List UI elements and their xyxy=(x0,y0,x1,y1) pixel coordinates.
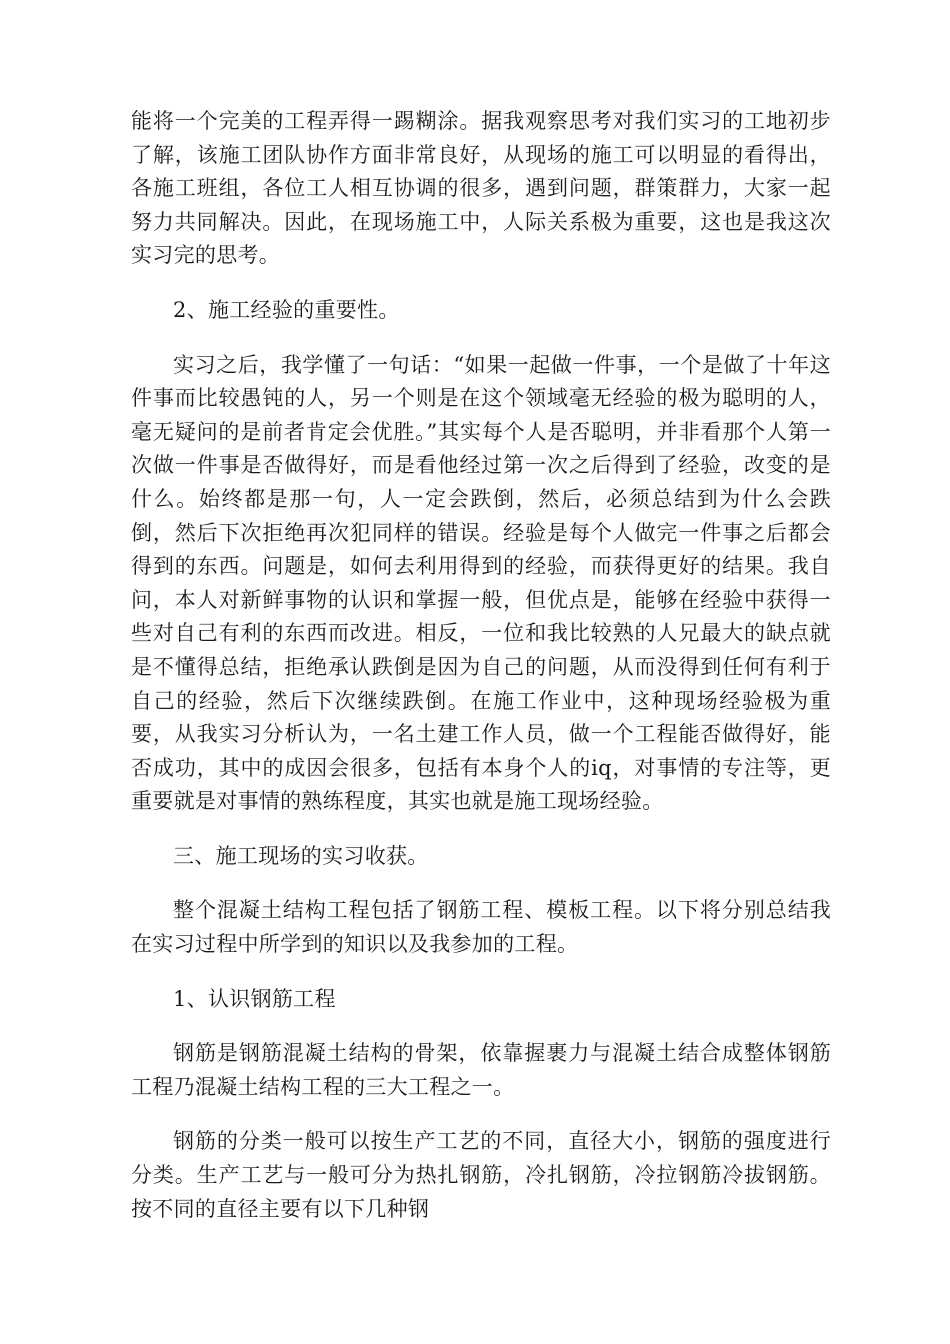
section-heading-harvest: 三、施工现场的实习收获。 xyxy=(173,843,429,868)
section-heading-rebar: 1、认识钢筋工程 xyxy=(173,986,336,1011)
section-heading-experience: 2、施工经验的重要性。 xyxy=(173,297,400,322)
paragraph-teamwork-continued: 能将一个完美的工程弄得一踢糊涂。据我观察思考对我们实习的工地初步了解，该施工团队协作方面非常良好，从现场的施工可以明显的看得出，各施工班组，各位工人相互协调的很多，遇到问题，群策群力，大家一起努力共同解决。因此，在现场施工中，人际关系极为重要，这也是我这次实习完的思考。 xyxy=(131,109,831,268)
document-body xyxy=(131,105,831,1247)
paragraph-concrete-overview: 整个混凝土结构工程包括了钢筋工程、模板工程。以下将分别总结我在实习过程中所学到的知识以及我参加的工程。 xyxy=(131,898,831,957)
paragraph-rebar-definition: 钢筋是钢筋混凝土结构的骨架，依靠握裹力与混凝土结合成整体钢筋工程乃混凝土结构工程的三大工程之一。 xyxy=(131,1041,831,1099)
paragraph-experience: 实习之后，我学懂了一句话：“如果一起做一件事，一个是做了十年这件事而比较愚钝的人，另一个则是在这个领域毫无经验的极为聪明的人，毫无疑问的是前者肯定会优胜。”其实每个人是否聪明，并非看那个人第一次做一件事是否做得好，而是看他经过第一次之后得到了经验，改变的是什么。始终都是那一句，人一定会跌倒，然后，必须总结到为什么会跌倒，然后下次拒绝再次犯同样的错误。经验是每个人做完一件事之后都会得到的东西。问题是，如何去利用得到的经验，而获得更好的结果。我自问，本人对新鲜事物的认识和掌握一般，但优点是，能够在经验中获得一些对自己有利的东西而改进。相反，一位和我比较熟的人兄最大的缺点就是不懂得总结，拒绝承认跌倒是因为自己的问题，从而没得到任何有利于自己的经验，然后下次继续跌倒。在施工作业中，这种现场经验极为重要，从我实习分析认为，一名土建工作人员，做一个工程能否做得好，能否成功，其中的成因会很多，包括有本身个人的iq，对事情的专注等，更重要就是对事情的熟练程度，其实也就是施工现场经验。 xyxy=(131,352,831,814)
paragraph-rebar-classification: 钢筋的分类一般可以按生产工艺的不同，直径大小，钢筋的强度进行分类。生产工艺与一般可分为热扎钢筋，冷扎钢筋，冷拉钢筋冷拔钢筋。按不同的直径主要有以下几种钢 xyxy=(131,1129,831,1221)
